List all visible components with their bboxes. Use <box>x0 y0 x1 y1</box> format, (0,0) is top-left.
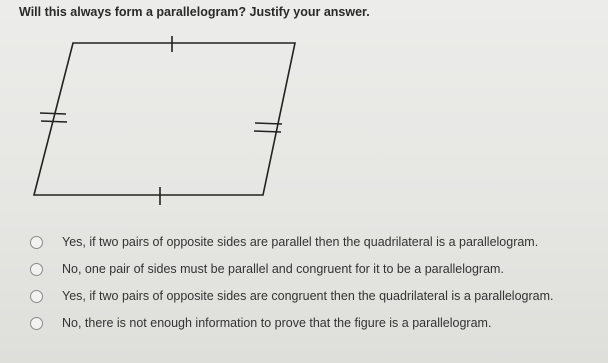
answer-option-label: No, there is not enough information to prove that the ﬁgure is a parallelogram. <box>62 316 492 330</box>
question-text: Will this always form a parallelogram? Justify your answer. <box>19 5 370 19</box>
radio-button[interactable] <box>30 290 43 303</box>
answer-option-label: Yes, if two pairs of opposite sides are congruent then the quadrilateral is a parallelogram. <box>62 289 554 303</box>
quadrilateral-outline <box>34 43 295 195</box>
answer-option-1[interactable] <box>30 232 538 252</box>
answer-option-3[interactable] <box>30 286 554 306</box>
answer-option-2[interactable] <box>30 259 504 279</box>
radio-button[interactable] <box>30 236 43 249</box>
answer-option-label: Yes, if two pairs of opposite sides are parallel then the quadrilateral is a parallelogram. <box>62 235 539 249</box>
tick-right-side-2 <box>254 131 281 132</box>
answer-option-label: No, one pair of sides must be parallel and congruent for it to be a parallelogram. <box>62 262 504 276</box>
tick-left-side-1 <box>40 113 66 114</box>
radio-button[interactable] <box>30 263 43 276</box>
tick-left-side-2 <box>41 121 67 122</box>
radio-button[interactable] <box>30 317 43 330</box>
tick-right-side-1 <box>255 123 282 124</box>
answer-option-4[interactable] <box>30 313 491 333</box>
